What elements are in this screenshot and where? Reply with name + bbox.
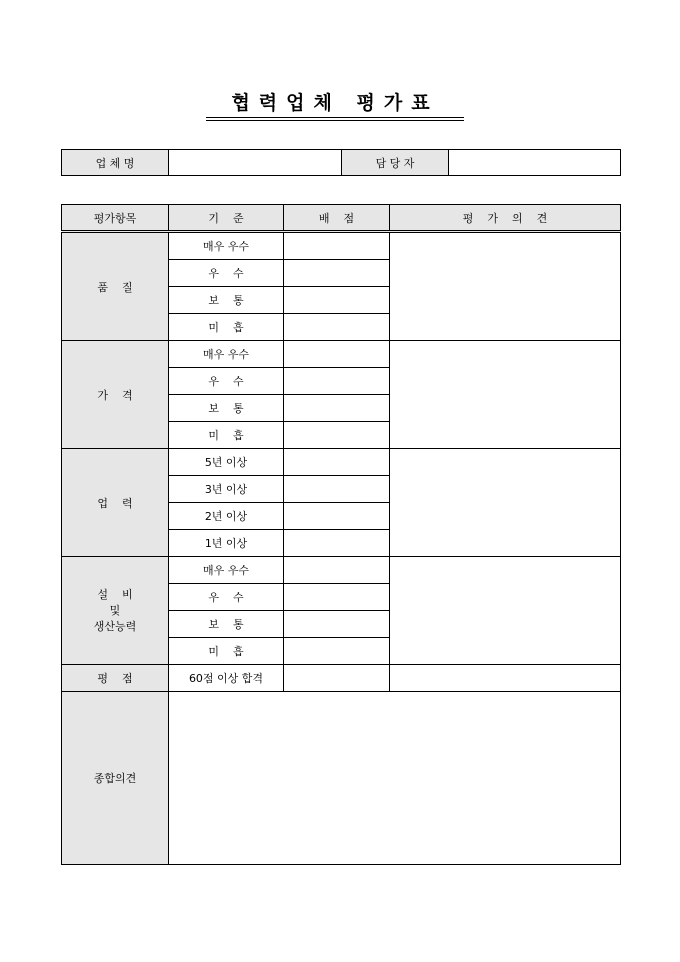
- opinion-cell[interactable]: [390, 449, 621, 557]
- page-title: 협력업체 평가표: [231, 92, 439, 114]
- title-underline-top: [206, 117, 464, 118]
- score-cell[interactable]: [284, 611, 390, 638]
- summary-label: 종합의견: [62, 692, 169, 865]
- header-criteria: 기 준: [169, 205, 284, 232]
- criteria-cell: 보 통: [169, 287, 284, 314]
- total-row: [62, 665, 621, 692]
- manager-label: 담 당 자: [342, 150, 449, 176]
- criteria-cell: 3년 이상: [169, 476, 284, 503]
- score-cell[interactable]: [284, 449, 390, 476]
- criteria-cell: 매우 우수: [169, 557, 284, 584]
- category-quality: 품 질: [62, 232, 169, 341]
- score-cell[interactable]: [284, 422, 390, 449]
- criteria-cell: 매우 우수: [169, 232, 284, 260]
- score-cell[interactable]: [284, 584, 390, 611]
- score-cell[interactable]: [284, 557, 390, 584]
- criteria-cell: 매우 우수: [169, 341, 284, 368]
- criteria-cell: 2년 이상: [169, 503, 284, 530]
- header-item: 평가항목: [62, 205, 169, 232]
- opinion-cell[interactable]: [390, 232, 621, 341]
- company-info-table: [61, 149, 621, 176]
- score-cell[interactable]: [284, 638, 390, 665]
- summary-field[interactable]: [169, 692, 621, 865]
- total-opinion-cell[interactable]: [390, 665, 621, 692]
- criteria-cell: 보 통: [169, 395, 284, 422]
- table-row: [62, 449, 621, 476]
- table-row: [62, 232, 621, 260]
- evaluation-header-row: [62, 205, 621, 232]
- category-facility: [62, 557, 169, 665]
- opinion-cell[interactable]: [390, 557, 621, 665]
- score-cell[interactable]: [284, 314, 390, 341]
- manager-field[interactable]: [449, 150, 621, 176]
- score-cell[interactable]: [284, 341, 390, 368]
- total-criteria: 60점 이상 합격: [169, 665, 284, 692]
- company-field[interactable]: [169, 150, 342, 176]
- header-score: 배 점: [284, 205, 390, 232]
- category-facility-line: 생산능력: [93, 619, 137, 633]
- category-facility-line: 설 비: [97, 587, 133, 601]
- score-cell[interactable]: [284, 476, 390, 503]
- evaluation-table: [61, 204, 621, 865]
- criteria-cell: 미 흡: [169, 314, 284, 341]
- category-price: 가 격: [62, 341, 169, 449]
- criteria-cell: 보 통: [169, 611, 284, 638]
- title-underline-bottom: [206, 120, 464, 121]
- score-cell[interactable]: [284, 232, 390, 260]
- summary-row: [62, 692, 621, 865]
- score-cell[interactable]: [284, 530, 390, 557]
- criteria-cell: 미 흡: [169, 638, 284, 665]
- total-label: 평 점: [62, 665, 169, 692]
- score-cell[interactable]: [284, 287, 390, 314]
- table-row: [62, 557, 621, 584]
- table-row: [62, 341, 621, 368]
- score-cell[interactable]: [284, 503, 390, 530]
- criteria-cell: 1년 이상: [169, 530, 284, 557]
- criteria-cell: 5년 이상: [169, 449, 284, 476]
- header-opinion: 평 가 의 견: [390, 205, 621, 232]
- score-cell[interactable]: [284, 260, 390, 287]
- opinion-cell[interactable]: [390, 341, 621, 449]
- company-label: 업 체 명: [62, 150, 169, 176]
- criteria-cell: 우 수: [169, 260, 284, 287]
- score-cell[interactable]: [284, 395, 390, 422]
- criteria-cell: 미 흡: [169, 422, 284, 449]
- criteria-cell: 우 수: [169, 368, 284, 395]
- category-facility-line: 및: [109, 603, 121, 617]
- criteria-cell: 우 수: [169, 584, 284, 611]
- score-cell[interactable]: [284, 368, 390, 395]
- category-history: 업 력: [62, 449, 169, 557]
- total-score-cell[interactable]: [284, 665, 390, 692]
